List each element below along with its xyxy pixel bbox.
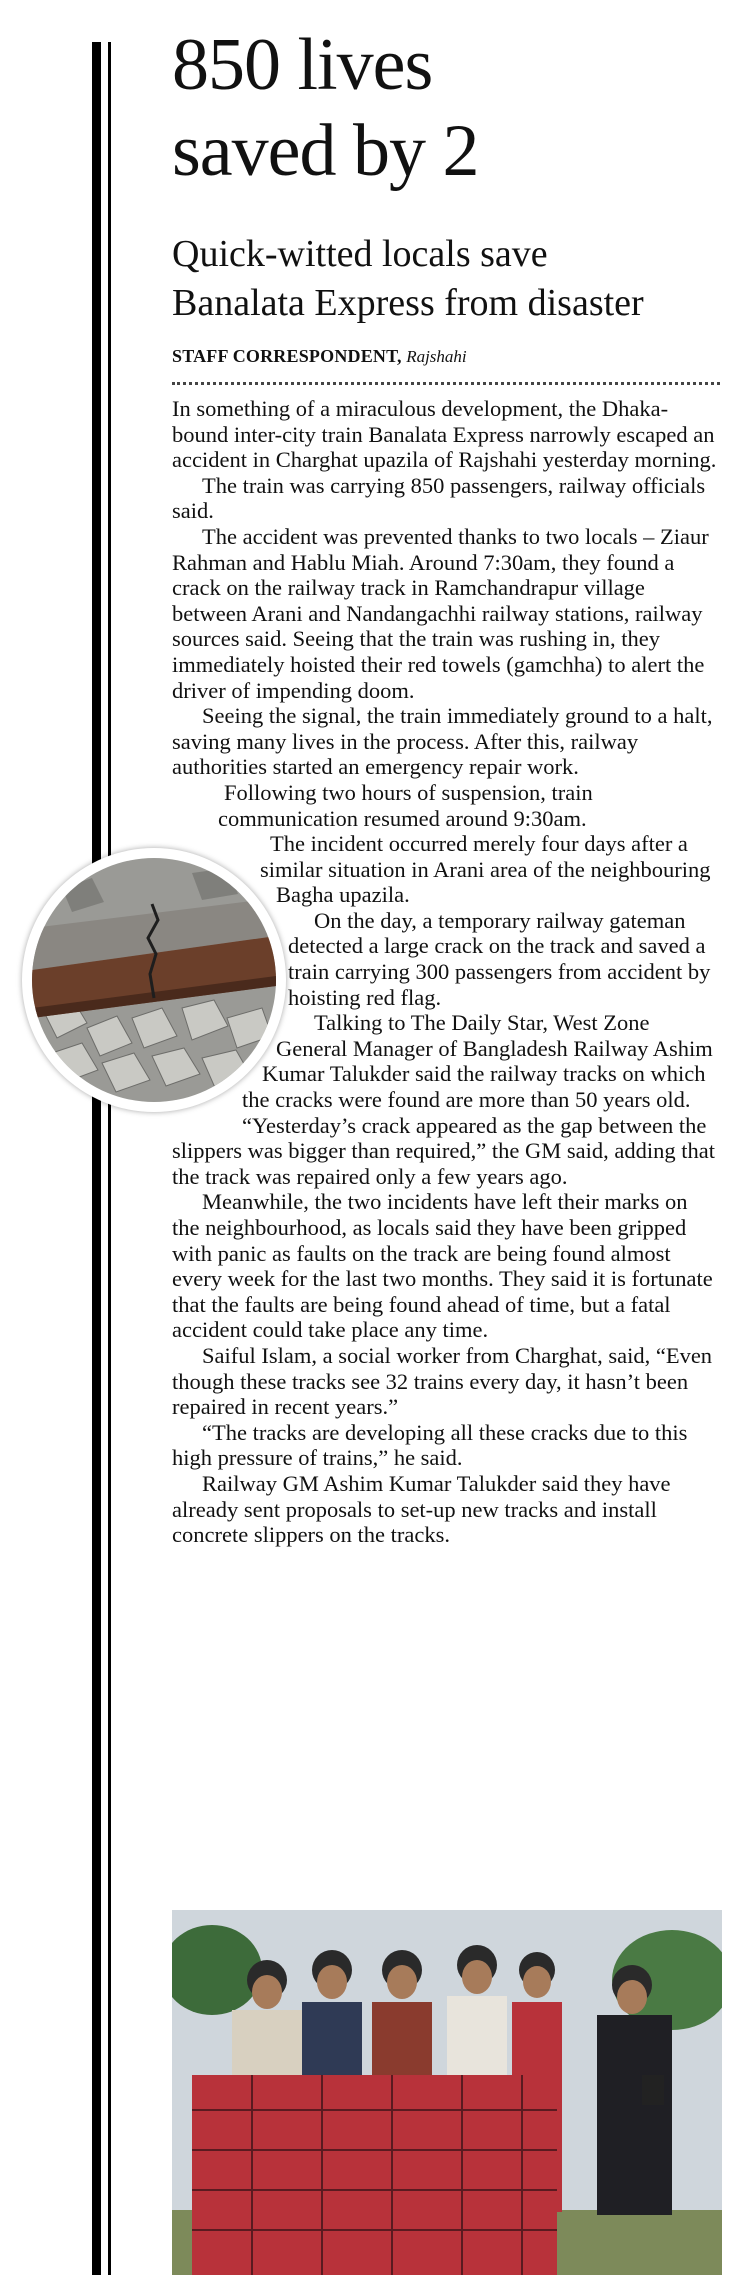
subheadline xyxy=(172,230,729,328)
paragraph: Railway GM Ashim Kumar Talukder said they have already sent proposals to set-up new tracks and install concrete slippers on the tracks. xyxy=(172,1470,671,1548)
paragraph: The incident occurred merely four days after a similar situation in Arani area of the neighbouring Bagha upazila. xyxy=(260,831,711,908)
paragraph: The train was carrying 850 passengers, railway officials said. xyxy=(172,472,706,524)
wrap-cut xyxy=(172,792,194,818)
byline-divider xyxy=(172,382,720,385)
cracked-rail-image xyxy=(32,858,276,1102)
article-body xyxy=(172,396,720,1886)
paragraph: The accident was prevented thanks to two locals – Ziaur Rahman and Hablu Miah. Around 7:30am, they found a crack on the railway track in Ramchandrapur village between Arani and Nandangachhi railway stations, railway sources said. Seeing that the train was rushing in, they immediately hoisted their red towels (gamchha) to alert the driver of impending doom. xyxy=(172,523,709,703)
locals-with-red-towel-photo xyxy=(172,1910,722,2275)
column-rule-thick xyxy=(92,42,101,2275)
byline xyxy=(172,346,467,367)
paragraph: Seeing the signal, the train immediately ground to a halt, saving many lives in the process. After this, railway authorities started an emergency repair work. xyxy=(172,703,713,780)
paragraph: “The tracks are developing all these cracks due to this high pressure of trains,” he said. xyxy=(172,1419,688,1471)
byline-location: Rajshahi xyxy=(406,347,467,366)
locals-illustration xyxy=(172,1910,722,2275)
paragraph: Meanwhile, the two incidents have left their marks on the neighbourhood, as locals said they have been gripped with panic as faults on the track are being found almost every week for the last two months. They said it is fortunate that the faults are being found ahead of time, but a fatal accident could take place any time. xyxy=(172,1189,713,1343)
paragraph: In something of a miraculous development, the Dhaka-bound inter-city train Banalata Express narrowly escaped an accident in Charghat upazila of Rajshahi yesterday morning. xyxy=(172,396,717,473)
paragraph: “Yesterday’s crack appeared as the gap between the slippers was bigger than required,” the GM said, adding that the track was repaired only a few years ago. xyxy=(172,1112,715,1189)
wrap-cut xyxy=(172,818,218,844)
paragraph: Following two hours of suspension, train communication resumed around 9:30am. xyxy=(218,779,593,831)
subheadline-line-1: Quick-witted locals save xyxy=(172,233,548,275)
rail-illustration xyxy=(32,858,276,1102)
cracked-rail-photo xyxy=(22,848,286,1112)
headline-line-2: saved by 2 xyxy=(172,110,479,192)
column-rule-thin xyxy=(108,42,111,2275)
headline-line-1: 850 lives xyxy=(172,24,433,106)
paragraph: On the day, a temporary railway gateman detected a large crack on the track and saved a train carrying 300 passengers from accident by hoisting red flag. xyxy=(288,907,711,1010)
paragraph: Saiful Islam, a social worker from Charghat, said, “Even though these tracks see 32 trains every day, it hasn’t been repaired in recent years.” xyxy=(172,1342,713,1420)
subheadline-line-2: Banalata Express from disaster xyxy=(172,282,644,324)
byline-author: STAFF CORRESPONDENT, xyxy=(172,346,402,366)
headline xyxy=(172,22,722,194)
paragraph: Talking to The Daily Star, West Zone General Manager of Bangladesh Railway Ashim Kumar Talukder said the railway tracks on which the cracks were found are more than 50 years old. xyxy=(242,1010,713,1113)
